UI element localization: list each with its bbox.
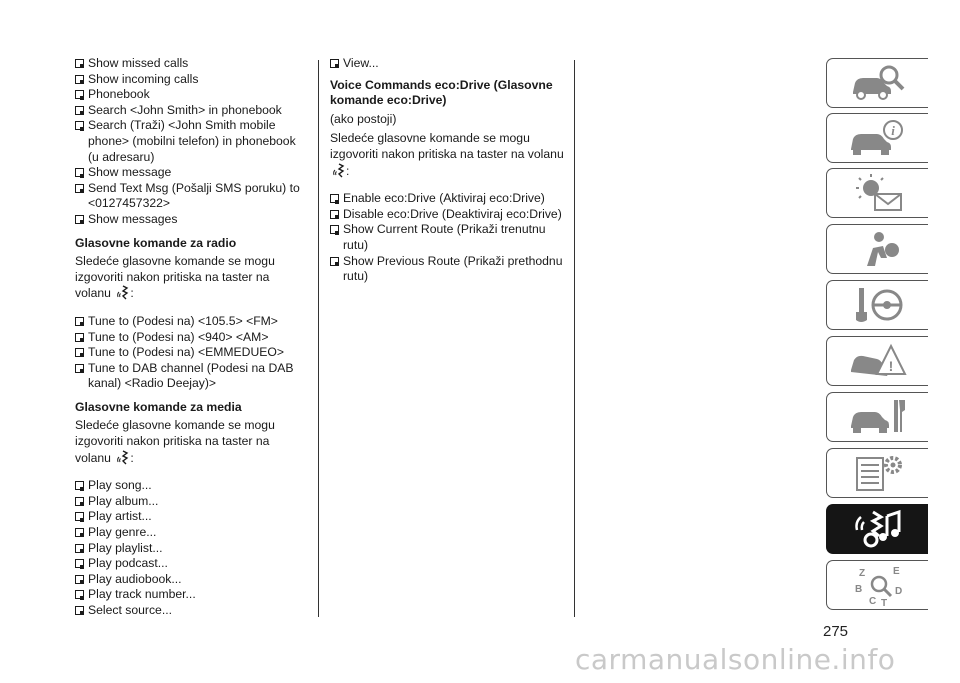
list-item-text: Show Current Route (Prikaži trenutnu rutu) xyxy=(343,222,546,252)
list-item-text: Play genre... xyxy=(88,525,157,540)
bullet-icon xyxy=(330,194,339,203)
list-item-text: Show message xyxy=(88,165,172,180)
list-item xyxy=(330,222,565,253)
list-item xyxy=(75,72,307,88)
list-item xyxy=(75,509,307,525)
voice-button-icon xyxy=(332,163,346,184)
list-item-text: Play playlist... xyxy=(88,540,163,555)
colon: : xyxy=(130,286,134,301)
list-item-text: Tune to (Podesi na) <940> <AM> xyxy=(88,329,269,344)
bullet-icon xyxy=(330,59,339,68)
bullet-icon xyxy=(75,317,84,326)
tab-index[interactable] xyxy=(826,560,928,610)
list-item xyxy=(75,572,307,588)
list-item xyxy=(75,587,307,603)
voice-button-icon xyxy=(116,285,130,306)
bullet-icon xyxy=(75,364,84,373)
list-item-text: Show messages xyxy=(88,211,178,226)
list-item xyxy=(75,314,307,330)
list-item xyxy=(330,254,565,285)
airbag-person-icon xyxy=(847,228,909,270)
tab-starting-driving[interactable] xyxy=(826,280,928,330)
colon: : xyxy=(346,163,350,178)
radio-heading: Glasovne komande za radio xyxy=(75,235,237,250)
bullet-icon xyxy=(75,106,84,115)
list-item xyxy=(75,212,307,228)
list-item xyxy=(75,541,307,557)
eco-heading: Voice Commands eco:Drive (Glasovne komande eco:Drive) xyxy=(330,77,553,108)
list-item-text: View... xyxy=(343,56,379,70)
bullet-icon xyxy=(75,184,84,193)
list-item-text: Show Previous Route (Prikaži prethodnu rutu) xyxy=(343,253,563,284)
tab-multimedia[interactable] xyxy=(826,504,928,554)
list-item xyxy=(75,87,307,103)
list-item xyxy=(75,330,307,346)
bullet-icon xyxy=(75,590,84,599)
svg-text:i: i xyxy=(890,123,895,138)
key-steering-wheel-icon xyxy=(847,284,909,326)
column-divider xyxy=(318,60,319,617)
media-intro: Sledeće glasovne komande se mogu izgovoriti nakon pritiska na taster na volanu : xyxy=(75,418,307,470)
view-commands-list xyxy=(330,56,565,72)
list-item xyxy=(330,191,565,207)
tab-emergency[interactable] xyxy=(826,336,928,386)
list-item-text: Send Text Msg (Pošalji SMS poruku) to <0127457322> xyxy=(88,180,300,211)
list-item-text: Play song... xyxy=(88,478,152,493)
svg-text:B: B xyxy=(854,584,862,595)
list-item-text: Play track number... xyxy=(88,587,196,602)
list-item-text: Play artist... xyxy=(88,509,152,524)
list-item-text: Select source... xyxy=(88,603,172,617)
phone-commands-list xyxy=(75,56,307,228)
list-item xyxy=(75,603,307,619)
svg-text:C: C xyxy=(868,596,876,606)
media-heading: Glasovne komande za media xyxy=(75,399,242,414)
car-search-icon xyxy=(847,62,909,104)
bullet-icon xyxy=(75,75,84,84)
list-item xyxy=(330,207,565,223)
tab-technical-data[interactable] xyxy=(826,448,928,498)
bullet-icon xyxy=(75,497,84,506)
multimedia-icon xyxy=(847,508,909,550)
car-tools-icon xyxy=(847,396,909,438)
page-number: 275 xyxy=(823,623,849,640)
car-info-icon xyxy=(847,117,909,159)
list-item xyxy=(75,118,307,165)
bullet-icon xyxy=(75,544,84,553)
left-column xyxy=(75,56,307,619)
bullet-icon xyxy=(75,559,84,568)
list-item xyxy=(75,525,307,541)
column-divider xyxy=(574,60,575,617)
list-item xyxy=(75,181,307,212)
list-item-text: Tune to (Podesi na) <EMMEDUEO> xyxy=(88,345,284,360)
watermark: carmanualsonline.info xyxy=(575,643,896,676)
list-item-text: Play album... xyxy=(88,493,159,508)
colon: : xyxy=(130,450,134,465)
list-item xyxy=(75,345,307,361)
right-column xyxy=(330,56,565,285)
list-item-text: Tune to DAB channel (Podesi na DAB kanal) <Radio Deejay)> xyxy=(88,360,294,391)
list-item-text: Phonebook xyxy=(88,87,150,102)
voice-button-icon xyxy=(116,450,130,471)
list-item-text: Show missed calls xyxy=(88,56,189,70)
list-item xyxy=(75,361,307,392)
bullet-icon xyxy=(75,215,84,224)
eco-note: (ako postoji) xyxy=(330,111,397,126)
bullet-icon xyxy=(75,333,84,342)
list-item xyxy=(75,165,307,181)
tab-car-search[interactable] xyxy=(826,58,928,108)
list-item-text: Enable eco:Drive (Aktiviraj eco:Drive) xyxy=(343,191,545,206)
bullet-icon xyxy=(75,481,84,490)
alphabetical-index-icon xyxy=(847,564,909,606)
list-item-text: Play podcast... xyxy=(88,556,168,571)
list-item-text: Search (Traži) <John Smith mobile phone> (mobilni telefon) in phonebook (u adresaru) xyxy=(88,118,296,164)
eco-intro: Sledeće glasovne komande se mogu izgovoriti nakon pritiska na taster na volanu : xyxy=(330,131,565,183)
car-warning-icon xyxy=(847,340,909,382)
radio-intro: Sledeće glasovne komande se mogu izgovoriti nakon pritiska na taster na volanu : xyxy=(75,254,307,306)
bullet-icon xyxy=(75,348,84,357)
bullet-icon xyxy=(330,225,339,234)
bullet-icon xyxy=(75,121,84,130)
bullet-icon xyxy=(75,59,84,68)
bullet-icon xyxy=(75,575,84,584)
tab-car-info[interactable] xyxy=(826,113,928,163)
bullet-icon xyxy=(75,528,84,537)
list-item-text: Play audiobook... xyxy=(88,571,182,586)
svg-text:E: E xyxy=(892,566,900,577)
specs-gear-icon xyxy=(847,452,909,494)
list-item xyxy=(75,103,307,119)
svg-text:D: D xyxy=(894,586,902,597)
bullet-icon xyxy=(330,210,339,219)
list-item xyxy=(75,478,307,494)
tab-warnings-messages[interactable] xyxy=(826,168,928,218)
svg-text:!: ! xyxy=(888,358,893,374)
svg-text:Z: Z xyxy=(858,568,865,579)
tab-servicing[interactable] xyxy=(826,392,928,442)
list-item xyxy=(330,56,565,72)
eco-commands-list xyxy=(330,191,565,285)
list-item-text: Tune to (Podesi na) <105.5> <FM> xyxy=(88,313,278,328)
list-item-text: Search <John Smith> in phonebook xyxy=(88,102,282,117)
list-item xyxy=(75,56,307,72)
svg-text:T: T xyxy=(880,598,887,606)
bullet-icon xyxy=(75,512,84,521)
media-commands-list xyxy=(75,478,307,618)
list-item-text: Show incoming calls xyxy=(88,71,199,86)
tab-safety[interactable] xyxy=(826,224,928,274)
bullet-icon xyxy=(75,606,84,615)
radio-commands-list xyxy=(75,314,307,392)
list-item-text: Disable eco:Drive (Deaktiviraj eco:Drive) xyxy=(343,206,562,221)
list-item xyxy=(75,556,307,572)
list-item xyxy=(75,494,307,510)
bullet-icon xyxy=(75,90,84,99)
bullet-icon xyxy=(330,257,339,266)
bullet-icon xyxy=(75,168,84,177)
warning-light-envelope-icon xyxy=(847,172,909,214)
